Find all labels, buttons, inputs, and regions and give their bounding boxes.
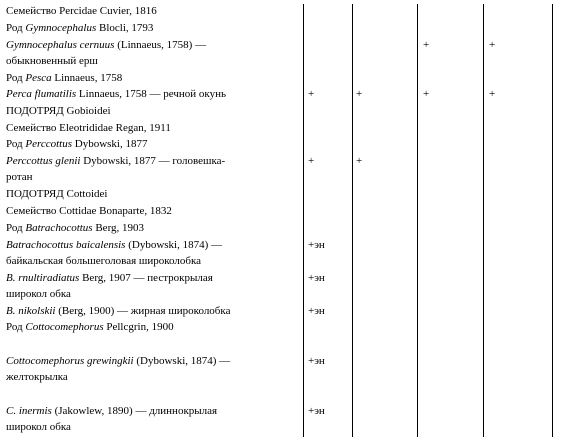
latin-name: Batrachocottus baicalensis <box>6 239 126 251</box>
presence-mark: +эн <box>308 305 325 317</box>
species-name-cell <box>6 271 302 302</box>
name-text: Семейство Eleotrididae Regan, 1911 <box>6 122 171 134</box>
species-name-cell <box>6 187 302 203</box>
name-text: ротан <box>6 170 33 183</box>
name-text: Род <box>6 22 26 34</box>
column-divider <box>303 4 304 437</box>
latin-name: Pesca <box>25 72 52 84</box>
name-text: широкол обка <box>6 287 71 300</box>
name-text: Род <box>6 138 26 150</box>
name-text: (Linnaeus, 1758) — <box>114 39 207 51</box>
presence-mark: + <box>308 155 315 167</box>
species-name-cell <box>6 154 302 185</box>
presence-mark: + <box>356 88 363 100</box>
name-text: Berg, 1903 <box>92 222 145 234</box>
name-text: ПОДОТРЯД Gobioidei <box>6 105 111 117</box>
name-text: (Dybowski, 1874) — <box>133 355 231 367</box>
species-name-cell <box>6 221 302 237</box>
presence-mark: + <box>308 88 315 100</box>
species-name-cell <box>6 87 302 103</box>
species-name-cell <box>6 71 302 87</box>
latin-name: B. rnultiradiatus <box>6 272 80 284</box>
species-name-cell <box>6 238 302 269</box>
name-text: (Dybowski, 1874) — <box>125 239 223 251</box>
name-text: обыкновенный ерш <box>6 54 98 67</box>
presence-mark: + <box>489 88 496 100</box>
name-text: желтокрылка <box>6 370 68 383</box>
name-text: Pellcgrin, 1900 <box>103 321 174 333</box>
presence-mark: + <box>356 155 363 167</box>
species-name-cell <box>6 104 302 120</box>
presence-mark: + <box>423 39 430 51</box>
species-name-cell <box>6 354 302 385</box>
name-text: Linnaeus, 1758 — речной окунь <box>76 88 226 100</box>
species-name-cell <box>6 320 302 336</box>
presence-mark: + <box>423 88 430 100</box>
name-text: Род <box>6 321 26 333</box>
name-text: байкальская большеголовая широколобка <box>6 254 202 267</box>
latin-name: Perccottus glenii <box>6 155 81 167</box>
presence-mark: + <box>489 39 496 51</box>
latin-name: C. inermis <box>6 405 52 417</box>
latin-name: Cottocomephorus <box>25 321 104 333</box>
name-text: Dybowski, 1877 — головешка- <box>80 155 226 167</box>
species-name-cell <box>6 4 302 20</box>
latin-name: Batrachocottus <box>25 222 93 234</box>
presence-mark: +эн <box>308 239 325 251</box>
presence-mark: +эн <box>308 405 325 417</box>
name-text: Семейство Percidae Cuvier, 1816 <box>6 5 157 17</box>
name-text: (Berg, 1900) — жирная широколобка <box>55 305 231 317</box>
latin-name: Gymnocephalus <box>25 22 97 34</box>
species-name-cell <box>6 137 302 153</box>
name-text: Род <box>6 72 26 84</box>
species-name-cell <box>6 404 302 435</box>
presence-mark: +эн <box>308 272 325 284</box>
presence-mark: +эн <box>308 355 325 367</box>
species-name-cell <box>6 21 302 37</box>
column-divider <box>417 4 418 437</box>
species-name-cell <box>6 38 302 69</box>
latin-name: Cottocomephorus grewingkii <box>6 355 134 367</box>
species-name-cell <box>6 304 302 320</box>
species-name-cell <box>6 204 302 220</box>
latin-name: B. nikolskii <box>6 305 56 317</box>
name-text: (Jakowlew, 1890) — длиннокрылая <box>51 405 218 417</box>
name-text: Blocli, 1793 <box>96 22 154 34</box>
name-text: Род <box>6 222 26 234</box>
name-text: широкол обка <box>6 420 71 433</box>
name-text: Семейство Cottidae Bonaparte, 1832 <box>6 205 172 217</box>
name-text: Berg, 1907 — пестрокрылая <box>79 272 213 284</box>
latin-name: Perca flumatilis <box>6 88 77 100</box>
name-text: Linnaeus, 1758 <box>51 72 123 84</box>
latin-name: Perccottus <box>25 138 73 150</box>
column-divider <box>352 4 353 437</box>
species-name-cell <box>6 121 302 137</box>
latin-name: Gymnocephalus cernuus <box>6 39 115 51</box>
column-divider <box>552 4 553 437</box>
name-text: Dybowski, 1877 <box>72 138 148 150</box>
column-divider <box>483 4 484 437</box>
name-text: ПОДОТРЯД Cottoidei <box>6 188 108 200</box>
